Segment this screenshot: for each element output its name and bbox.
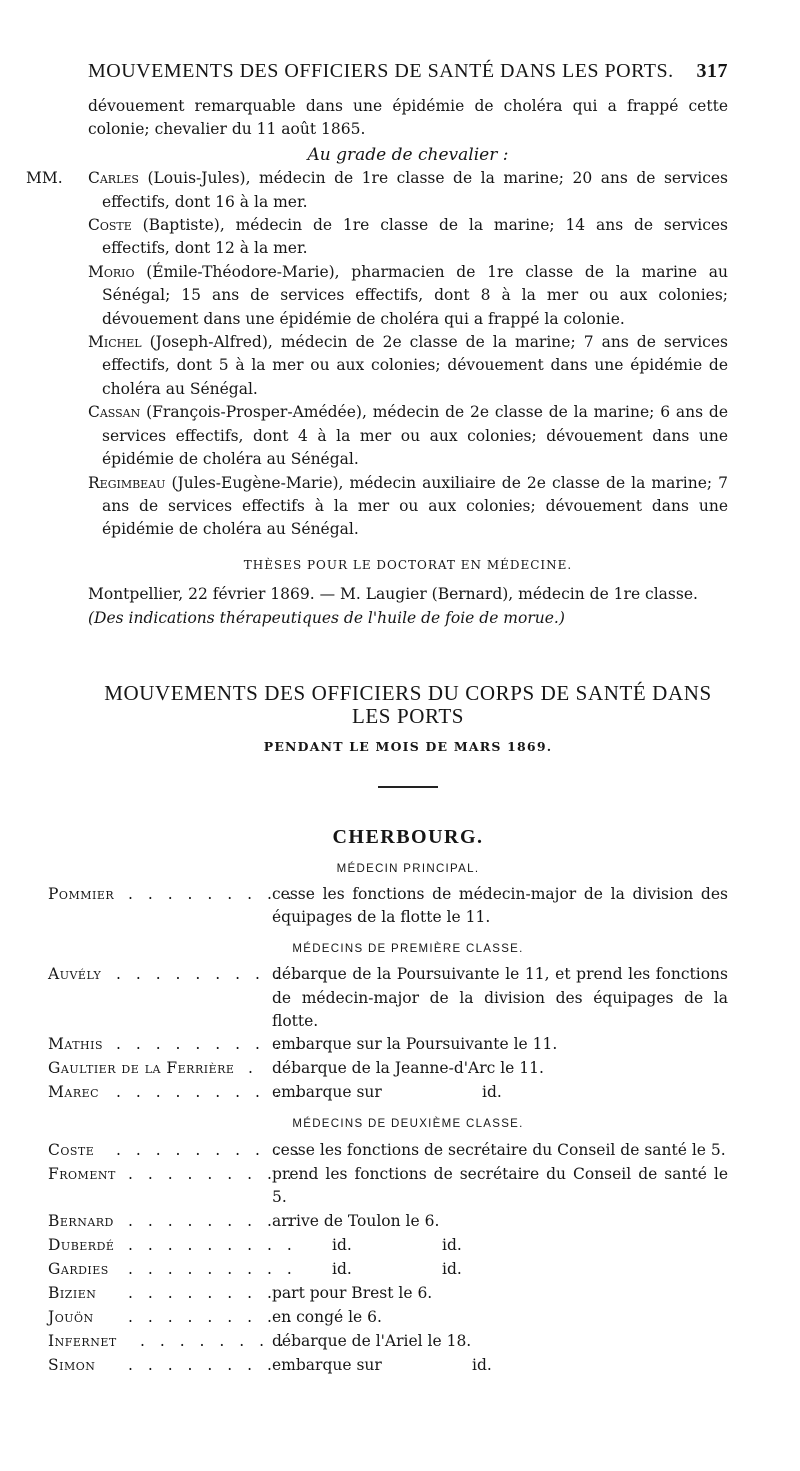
leader-dots: . . . . . . . .	[140, 1331, 289, 1350]
movement-text: id.	[332, 1235, 352, 1254]
decoration-entry	[88, 261, 728, 331]
theses-heading: THÈSES POUR LE DOCTORAT EN MÉDECINE.	[243, 557, 573, 572]
leader-dots: . . . . . . . . .	[128, 1164, 297, 1183]
category-heading: MÉDECINS DE DEUXIÈME CLASSE.	[292, 1118, 524, 1131]
movement-entry	[48, 1282, 728, 1306]
leader-dots: . . . . . . . . . .	[116, 1140, 305, 1159]
movement-entry	[48, 1033, 728, 1057]
leader-dots: . . . . . . . . .	[128, 1307, 297, 1326]
person-name: Carles	[88, 169, 139, 188]
running-title: MOUVEMENTS DES OFFICIERS DE SANTÉ DANS LES PORTS.	[88, 60, 674, 82]
officer-name: Mathis	[48, 1035, 104, 1054]
movement-entry	[48, 1330, 728, 1354]
movement-entry	[48, 1210, 728, 1234]
officer-name: Froment	[48, 1164, 116, 1183]
movement-description: prend les fonctions de secrétaire du Conseil de santé le 5.	[272, 1164, 728, 1207]
movement-description	[272, 1081, 728, 1104]
movement-entry	[48, 883, 728, 930]
decoration-entry	[88, 401, 728, 471]
person-details: (Émile-Théodore-Marie), pharmacien de 1re classe de la marine au Sénégal; 15 ans de services effectifs, dont 8 à la mer ou aux colonies; dévouement dans une épidémie de choléra qui a frappé la colonie.	[102, 262, 728, 328]
thesis-subject: (Des indications thérapeutiques de l'huile de foie de morue.)	[88, 608, 565, 627]
movement-ditto: id.	[442, 1235, 462, 1254]
movement-text: embarque sur	[272, 1355, 382, 1374]
person-details: (Louis-Jules), médecin de 1re classe de la marine; 20 ans de services effectifs, dont 16 à la mer.	[102, 169, 728, 211]
officer-name: Bizien	[48, 1283, 97, 1302]
movement-entry	[48, 1354, 728, 1378]
officer-name: Coste	[48, 1140, 95, 1159]
leader-dots: . . . . . . . . .	[128, 1355, 297, 1374]
person-details: (Baptiste), médecin de 1re classe de la marine; 14 ans de services effectifs, dont 12 à la mer.	[102, 216, 728, 258]
movement-description: embarque sur la Poursuivante le 11.	[272, 1035, 558, 1054]
movement-description: part pour Brest le 6.	[272, 1283, 433, 1302]
movement-description: débarque de la Poursuivante le 11, et prend les fonctions de médecin-major de la division des équipages de la flotte.	[272, 965, 728, 1031]
movement-entry	[48, 1306, 728, 1330]
decoration-list	[26, 167, 728, 542]
movement-description: débarque de la Jeanne-d'Arc le 11.	[272, 1059, 544, 1078]
person-details: (François-Prosper-Amédée), médecin de 2e classe de la marine; 6 ans de services effectifs, dont 4 à la mer ou aux colonies; dévouement dans une épidémie de choléra au Sénégal.	[102, 403, 728, 469]
officer-name: Pommier	[48, 885, 115, 904]
movement-entry	[48, 1234, 728, 1258]
decorations-section	[26, 95, 728, 630]
movement-description	[272, 1354, 728, 1377]
person-name: Regimbeau	[88, 473, 166, 492]
movements-section	[48, 681, 728, 1378]
movement-ditto: id.	[482, 1083, 502, 1102]
movement-description: cesse les fonctions de médecin-major de la division des équipages de la flotte le 11.	[272, 885, 728, 927]
movements-subtitle: PENDANT LE MOIS DE MARS 1869.	[263, 738, 553, 754]
leader-dots: . . . . . . . . . .	[116, 965, 305, 984]
leader-dots: . . . . . . . . .	[128, 1259, 297, 1278]
movement-entry	[48, 1057, 728, 1081]
thesis-entry: Montpellier, 22 février 1869. — M. Laugier (Bernard), médecin de 1re classe.	[88, 585, 698, 604]
decoration-entry	[88, 167, 728, 214]
person-name: Cassan	[88, 403, 141, 422]
leader-dots: .	[248, 1059, 258, 1078]
person-details: (Joseph-Alfred), médecin de 2e classe de la marine; 7 ans de services effectifs, dont 5 à la mer ou aux colonies; dévouement dans une épidémie de choléra au Sénégal.	[102, 333, 728, 398]
leader-dots: . . . . . . . . . .	[116, 1035, 305, 1054]
page-number: 317	[696, 60, 728, 82]
leader-dots: . . . . . . . . .	[128, 1235, 297, 1254]
running-header	[88, 60, 728, 86]
divider-rule	[378, 786, 438, 788]
movement-ditto: id.	[442, 1259, 462, 1278]
leader-dots: . . . . . . . . .	[128, 885, 297, 904]
movement-description	[272, 1258, 728, 1281]
movement-ditto: id.	[472, 1355, 492, 1374]
person-details: (Jules-Eugène-Marie), médecin auxiliaire de 2e classe de la marine; 7 ans de services effectifs à la mer ou aux colonies; dévouement dans une épidémie de choléra au Sénégal.	[102, 473, 728, 539]
movement-entry	[48, 963, 728, 1033]
decoration-entry	[88, 331, 728, 401]
person-name: Michel	[88, 333, 142, 352]
movement-description: cesse les fonctions de secrétaire du Conseil de santé le 5.	[272, 1140, 726, 1159]
movement-text: id.	[332, 1259, 352, 1278]
movement-text: embarque sur	[272, 1083, 382, 1102]
movement-entry	[48, 1081, 728, 1105]
movement-description: en congé le 6.	[272, 1307, 382, 1326]
movement-description	[272, 1234, 728, 1257]
officer-name: Jouön	[48, 1307, 94, 1326]
leader-dots: . . . . . . . . .	[128, 1283, 297, 1302]
movement-entry	[48, 1139, 728, 1163]
category-heading: MÉDECIN PRINCIPAL.	[336, 862, 480, 875]
movement-description: débarque de l'Ariel le 18.	[272, 1331, 472, 1350]
officer-name: Auvély	[48, 965, 102, 984]
movements-title: MOUVEMENTS DES OFFICIERS DU CORPS DE SANTÉ DANS LES PORTS	[104, 681, 712, 729]
decoration-entry	[88, 214, 728, 261]
port-heading: CHERBOURG.	[332, 826, 484, 849]
officer-name: Simon	[48, 1355, 96, 1374]
category-heading: MÉDECINS DE PREMIÈRE CLASSE.	[292, 942, 524, 955]
officer-name: Infernet	[48, 1331, 117, 1350]
movement-entry	[48, 1163, 728, 1210]
grade-heading: Au grade de chevalier :	[307, 144, 509, 165]
decoration-entry	[88, 472, 728, 542]
movement-description: arrive de Toulon le 6.	[272, 1211, 440, 1230]
officer-name: Gardies	[48, 1259, 109, 1278]
continuation-paragraph: dévouement remarquable dans une épidémie de choléra qui a frappé cette colonie; chevalier du 11 août 1865.	[88, 97, 728, 139]
officer-name: Gaultier de la Ferrière	[48, 1059, 235, 1078]
person-name: Coste	[88, 216, 132, 235]
officer-name: Bernard	[48, 1211, 114, 1230]
leader-dots: . . . . . . . . . .	[116, 1083, 305, 1102]
person-name: Morio	[88, 262, 135, 281]
officer-name: Marec	[48, 1083, 100, 1102]
movement-entry	[48, 1258, 728, 1282]
leader-dots: . . . . . . . . .	[128, 1211, 297, 1230]
officer-name: Duberdé	[48, 1235, 115, 1254]
mm-prefix: MM.	[26, 169, 63, 188]
